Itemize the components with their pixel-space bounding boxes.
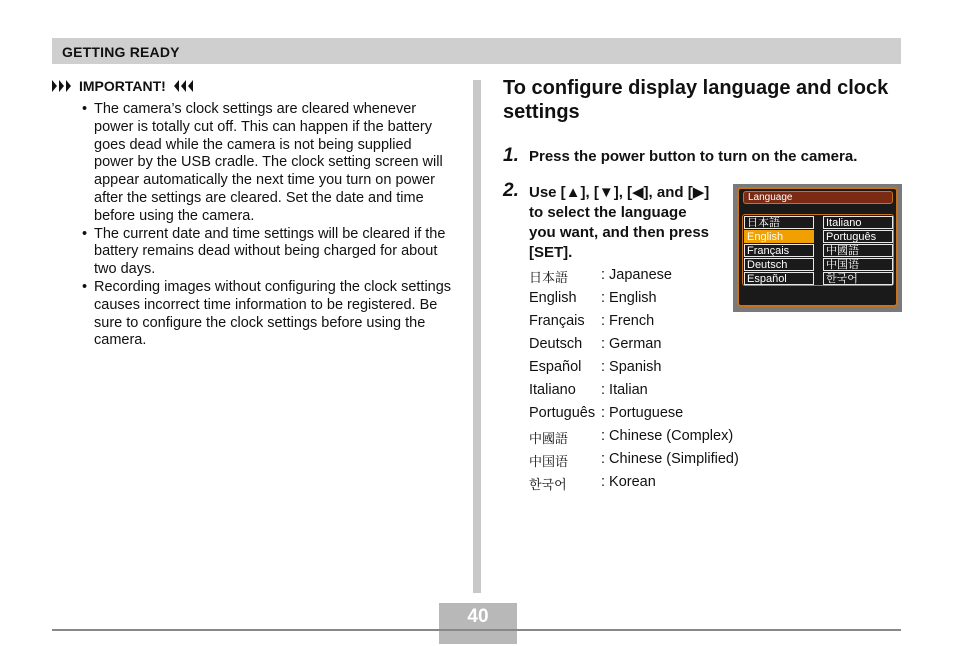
menu-item-japanese: 日本語 — [744, 216, 814, 229]
menu-item-german: Deutsch — [744, 258, 814, 271]
step-number: 1. — [503, 145, 519, 166]
language-name: 한국어 — [529, 477, 567, 492]
language-name: Español — [529, 359, 582, 375]
language-name: 中国语 — [529, 454, 569, 469]
step-text: Use [▲], [▼], [◀], and [▶] to select the language you want, and then press [SET]. — [529, 184, 710, 261]
header-bar — [52, 38, 901, 64]
language-value: : Chinese (Simplified) — [601, 451, 739, 467]
language-name: 日本語 — [529, 270, 569, 285]
language-value: : Spanish — [601, 359, 662, 375]
language-value: : Chinese (Complex) — [601, 428, 734, 444]
menu-item-korean: 한국어 — [823, 272, 893, 285]
step-text: Press the power button to turn on the camera. — [529, 148, 858, 165]
language-name: Italiano — [529, 382, 576, 398]
language-value: : English — [601, 290, 657, 306]
language-name: English — [529, 290, 577, 306]
menu-item-chinese-simplified: 中国语 — [823, 258, 893, 271]
camera-screen-illustration — [733, 184, 902, 312]
menu-item-italian: Italiano — [823, 216, 893, 229]
language-value: : Italian — [601, 382, 648, 398]
page-number-box — [439, 603, 517, 629]
language-value: : Japanese — [601, 267, 672, 283]
column-divider — [473, 80, 481, 593]
step-number: 2. — [503, 180, 519, 201]
menu-item-spanish: Español — [744, 272, 814, 285]
language-name: 中國語 — [529, 431, 569, 446]
chevron-right-icon — [52, 80, 74, 92]
page-number: 40 — [467, 606, 489, 627]
important-label: IMPORTANT! — [79, 78, 166, 94]
bullet-item: • The current date and time settings will be cleared if the battery remains dead without being charged for about two days. — [82, 226, 454, 279]
menu-item-portuguese: Português — [823, 230, 893, 243]
language-value: : Korean — [601, 474, 656, 490]
menu-item-english-selected: English — [744, 230, 814, 243]
language-name: Deutsch — [529, 336, 583, 352]
language-menu — [742, 214, 894, 286]
language-value: : Portuguese — [601, 405, 684, 421]
camera-screen-title: Language — [743, 191, 893, 204]
bullet-item: • The camera’s clock settings are cleared whenever power is totally cut off. This can happen if the battery goes dead while the camera is not being supplied power by the USB cradle. The clock setting screen will appear automatically the next time you turn on power after the settings are cleared. Set the date and time before using the camera. — [82, 101, 454, 226]
important-bullet-list — [82, 101, 454, 350]
language-name: Français — [529, 313, 585, 329]
bullet-item: • Recording images without configuring the clock settings causes incorrect time information to be registered. Be sure to configure the clock settings before using the camera. — [82, 279, 454, 350]
header-title: GETTING READY — [62, 44, 180, 60]
chevron-left-icon — [171, 80, 193, 92]
menu-item-french: Français — [744, 244, 814, 257]
camera-screen-frame — [737, 187, 898, 307]
language-name: Português — [529, 405, 596, 421]
language-value: : French — [601, 313, 655, 329]
menu-item-chinese-complex: 中國語 — [823, 244, 893, 257]
section-title: To configure display language and clock settings — [503, 77, 889, 123]
important-heading — [52, 78, 193, 94]
page-number-box-tab — [439, 631, 517, 644]
language-value: : German — [601, 336, 662, 352]
